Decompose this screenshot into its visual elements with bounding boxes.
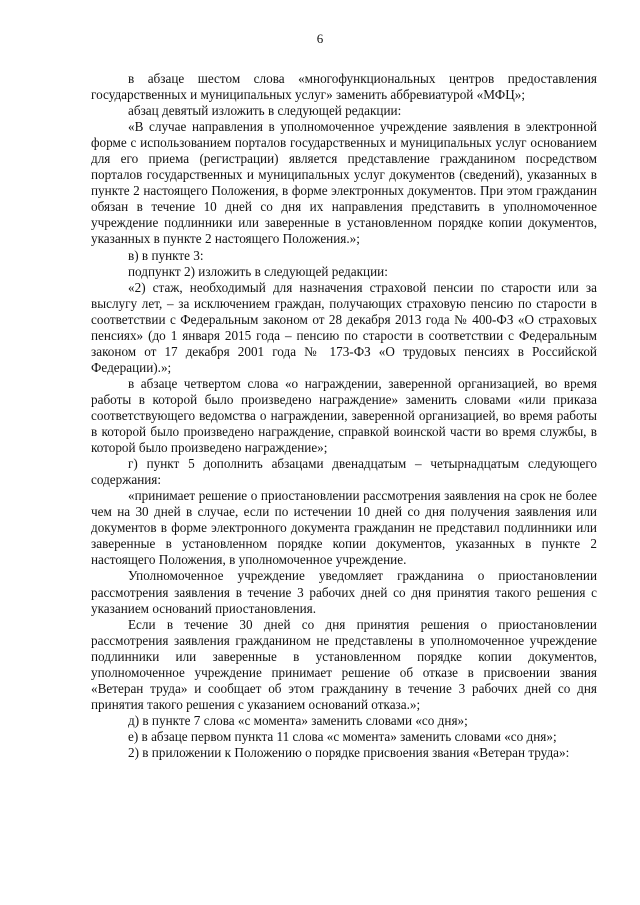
paragraph-point-3: в) в пункте 3: [128, 247, 204, 263]
paragraph-point-5-intro: г) пункт 5 дополнить абзацами двенадцатым – четырнадцатым следующего содержания: [91, 456, 597, 488]
paragraph-point-11: е) в абзаце первом пункта 11 слова «с момента» заменить словами «со дня»; [128, 728, 557, 744]
paragraph-ninth-intro: абзац девятый изложить в следующей редакции: [128, 103, 402, 119]
paragraph-notification: Уполномоченное учреждение уведомляет гражданина о приостановлении рассмотрения заявления в течение 3 рабочих дней со дня принятия такого решения с указанием оснований приостановления. [91, 568, 597, 616]
paragraph-subpoint-2-intro: подпункт 2) изложить в следующей редакции: [128, 263, 388, 279]
paragraph-suspension-decision: «принимает решение о приостановлении рассмотрения заявления на срок не более чем на 30 дней в случае, если по истечении 10 дней со дня получения заявления или документов в форме электронного документа гражданин не представил подлинники или заверенные в установленном порядке копии документов, указанных в пункте 2 настоящего Положения, в уполномоченное учреждение. [91, 488, 597, 568]
paragraph-appendix: 2) в приложении к Положению о порядке присвоения звания «Ветеран труда»: [128, 744, 570, 760]
page-number: 6 [316, 31, 324, 46]
paragraph-fourth-abzats: в абзаце четвертом слова «о награждении, заверенной организацией, во время работы в которой было произведено награждение» заменить словами «или приказа соответствующего ведомства о награждении, заверенной организацией, во время работы в которой было произведено награждение, справкой воинской части во время службы, в которой было произведено награждение»; [91, 375, 597, 456]
paragraph-insurance-experience: «2) стаж, необходимый для назначения страховой пенсии по старости или за выслугу лет, – за исключением граждан, получающих страховую пенсию по старости в соответствии с Федеральным законом от 28 декабря 2013 года № 400-ФЗ «О страховых пенсиях» (до 1 января 2015 года – пенсию по старости в соответствии с Федеральным законом от 17 декабря 2001 года № 173-ФЗ «О трудовых пенсиях в Российской Федерации).»; [91, 279, 597, 375]
document-body [91, 71, 597, 761]
paragraph-refusal: Если в течение 30 дней со дня принятия решения о приостановлении рассмотрения заявления гражданином не представлены в уполномоченное учреждение подлинники или заверенные в установленном порядке копии документов, уполномоченное учреждение принимает решение об отказе в присвоении звания «Ветеран труда» и сообщает об этом гражданину в течение 3 рабочих дней со дня принятия такого решения с указанием оснований отказа.»; [91, 616, 597, 712]
paragraph-abbreviation-mfc: в абзаце шестом слова «многофункциональных центров предоставления государственных и муниципальных услуг» заменить аббревиатурой «МФЦ»; [91, 71, 597, 103]
paragraph-point-7: д) в пункте 7 слова «с момента» заменить словами «со дня»; [128, 712, 468, 728]
paragraph-electronic-application: «В случае направления в уполномоченное учреждение заявления в электронной форме с использованием порталов государственных и муниципальных услуг основанием для его приема (регистрации) является представление гражданином посредством порталов государственных и муниципальных услуг документов (сведений), указанных в пункте 2 настоящего Положения, в форме электронных документов. При этом гражданин обязан в течение 10 дней со дня их направления представить в уполномоченное учреждение подлинники или заверенные в установленном порядке копии документов, указанных в пункте 2 настоящего Положения.»; [91, 119, 597, 247]
